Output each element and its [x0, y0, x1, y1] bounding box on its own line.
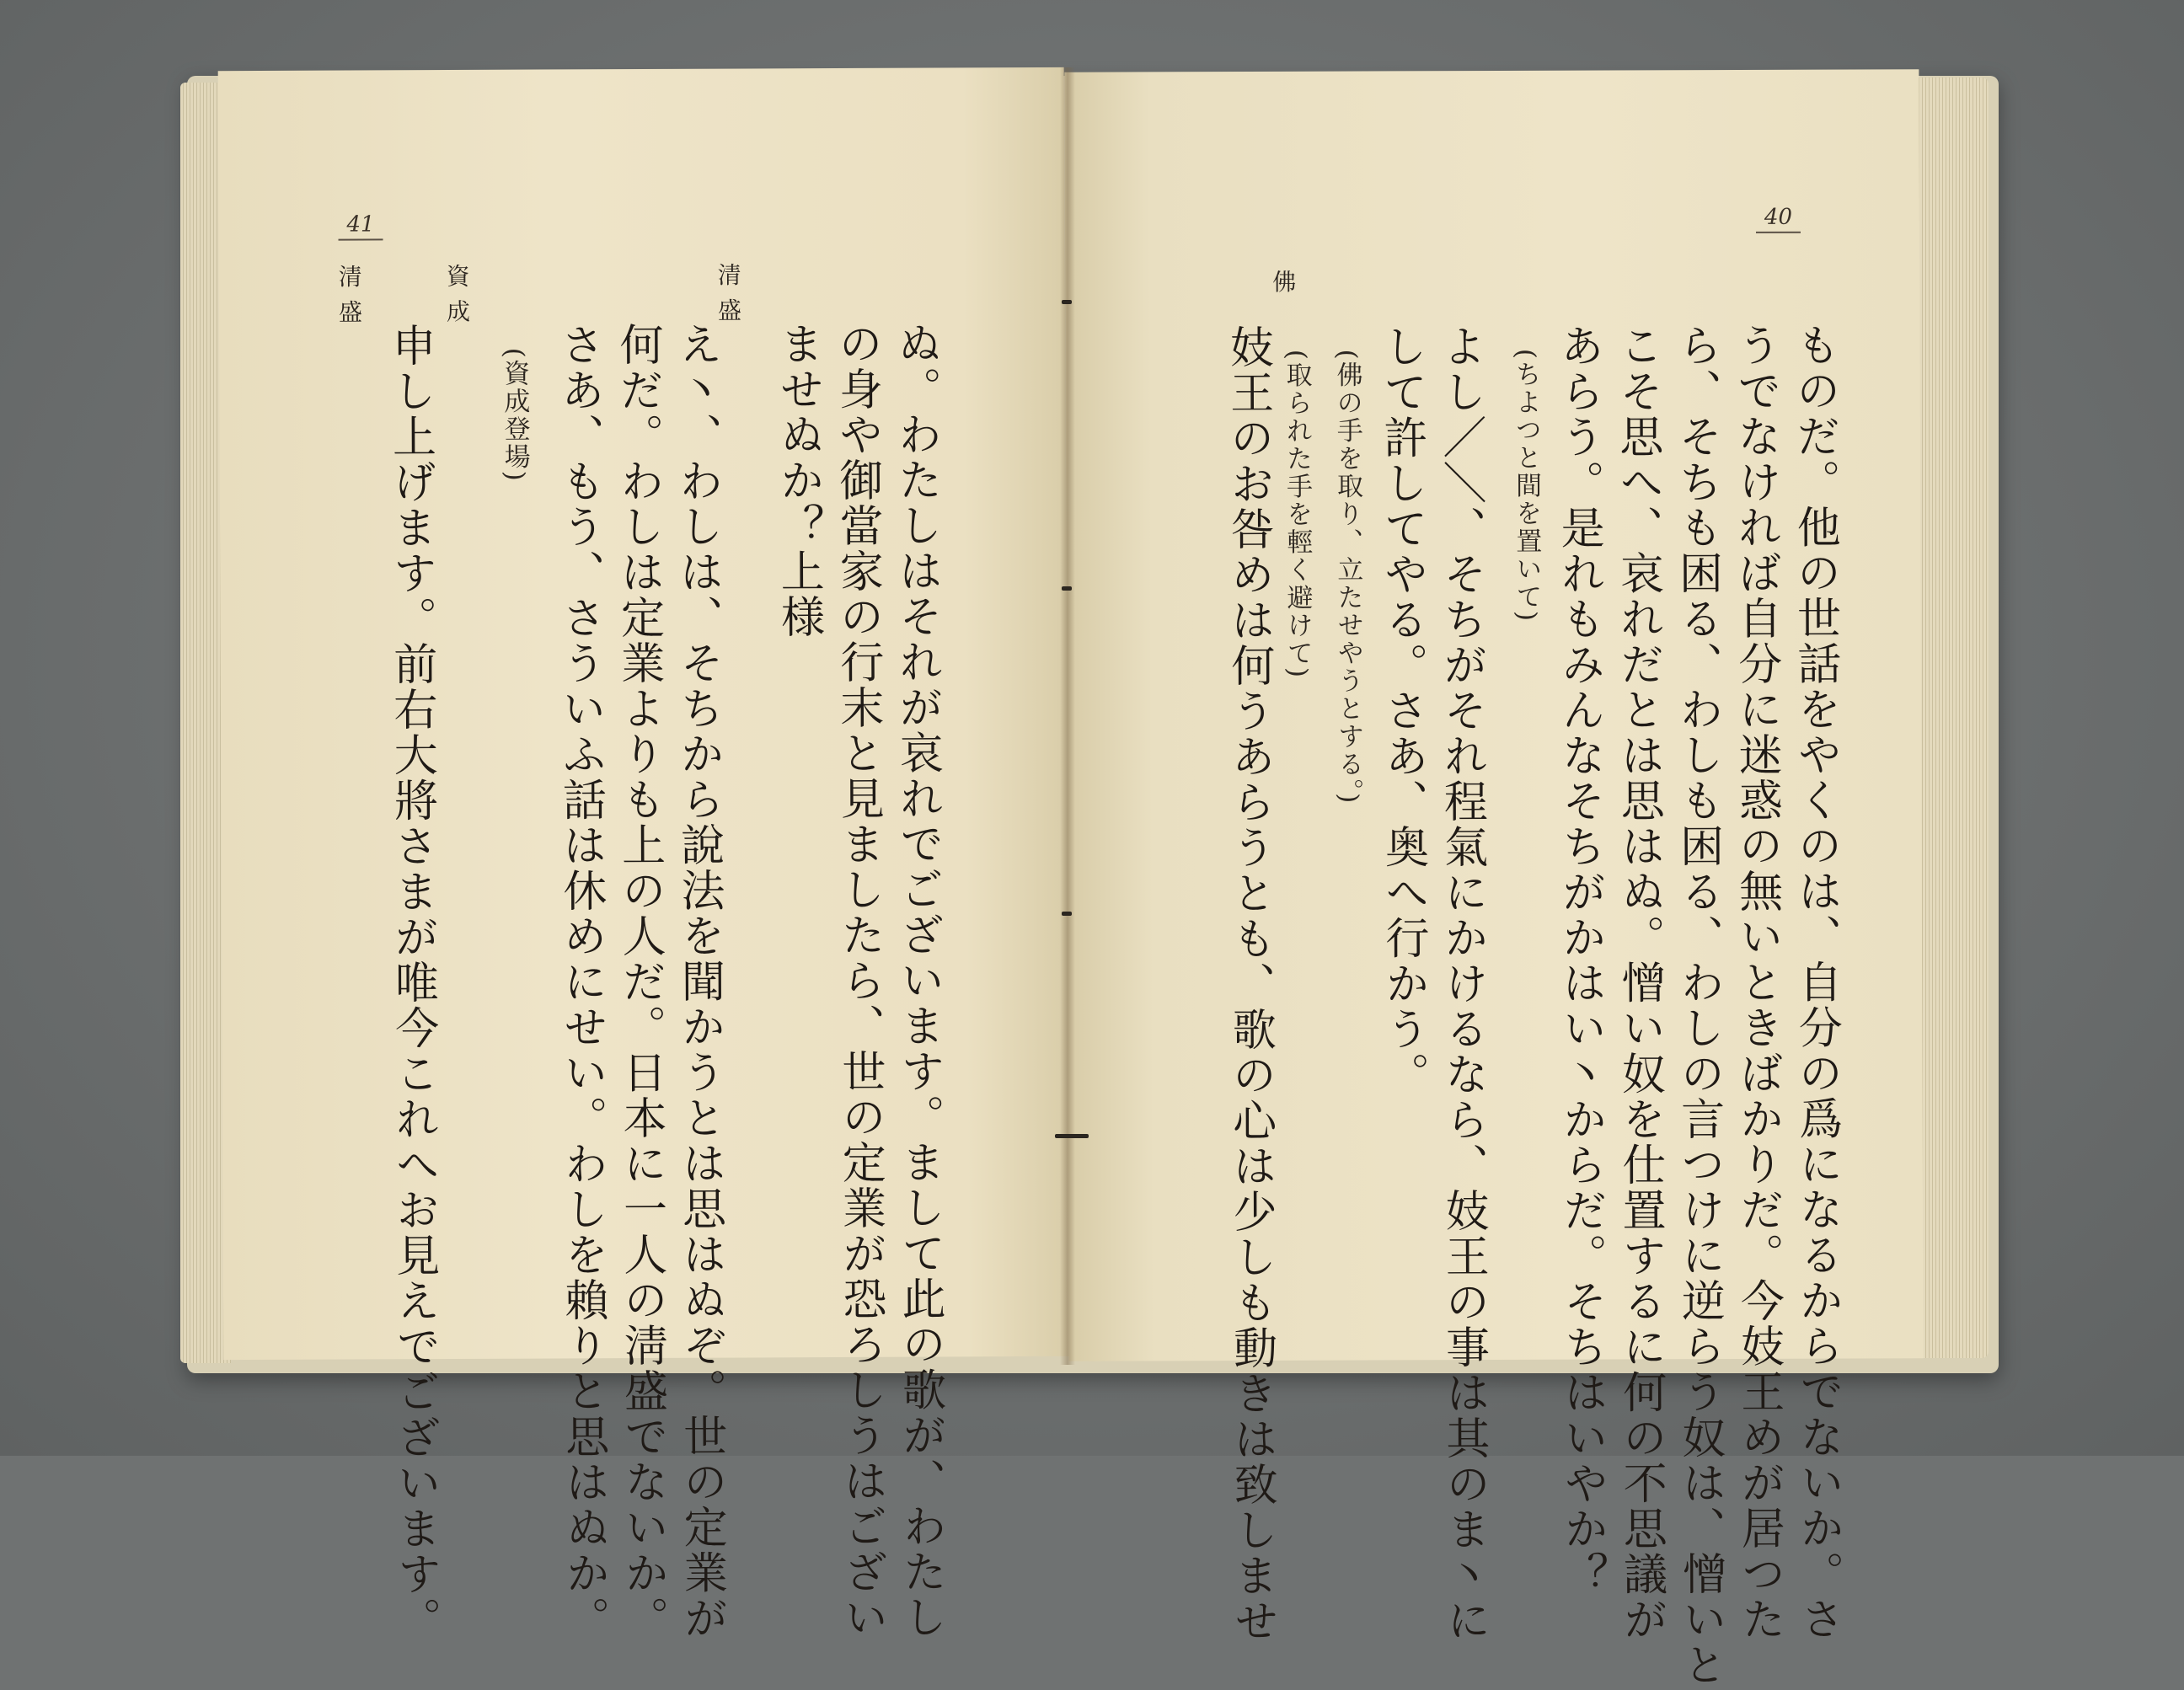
- stage-direction: (取られた手を輕く避けて): [1281, 349, 1313, 680]
- dialogue-line: さあ、もう、さういふ話は休めにせい。わしを賴りと思はぬか。: [552, 322, 609, 1642]
- dialogue-line: して許してやる。さあ、奥へ行かう。: [1375, 324, 1429, 1098]
- speaker-label: 清盛: [335, 264, 364, 335]
- binding-stitch: [1055, 1134, 1089, 1138]
- dialogue-line: よし／＼、そちがそれ程氣にかけるなら、妓王の事は其のま丶に: [1434, 324, 1490, 1644]
- left-page: [218, 67, 1070, 1643]
- dialogue-line: うでなければ自分に迷惑の無いときばかりだ。今妓王めが居つた: [1729, 322, 1785, 1643]
- speaker-label: 佛: [1269, 269, 1298, 305]
- dialogue-line: ものだ。他の世話をやくのは、自分の爲になるからでないか。さ: [1788, 322, 1844, 1642]
- dialogue-line: え丶、わしは、そちから說法を聞かうとは思はぬぞ。世の定業が: [670, 321, 727, 1641]
- dialogue-line: ぬ。わたしはそれが哀れでございます。まして此の歌が、わたし: [889, 320, 946, 1640]
- stage-direction: (佛の手を取り、立たせやうとする。): [1331, 349, 1364, 805]
- binding-stitch: [1062, 586, 1072, 591]
- speaker-label: 資成: [442, 263, 472, 335]
- dialogue-line: 何だ。わしは定業よりも上の人だ。日本に一人の淸盛でないか。: [611, 321, 668, 1642]
- page-number: 41: [338, 211, 383, 240]
- stage-direction: (資成登場): [499, 347, 530, 483]
- dialogue-line: ら、そちも困る、わしも困る、わしの言つけに逆らう奴は、憎いと: [1670, 323, 1726, 1688]
- stage-direction: (ちよつと間を置いて): [1510, 348, 1542, 623]
- binding-stitch: [1062, 912, 1072, 916]
- binding-stitch: [1062, 300, 1072, 304]
- page-number: 40: [1756, 205, 1801, 233]
- right-page: [1064, 69, 1923, 1688]
- dialogue-line: 申し上げます。前右大將さまが唯今これへお見えでございます。: [383, 323, 441, 1643]
- book-gutter: [1060, 67, 1075, 1365]
- dialogue-line: ませぬか？上様: [771, 321, 824, 640]
- dialogue-line: の身や御當家の行末と見ましたら、世の定業が恐ろしうはござい: [830, 320, 887, 1641]
- dialogue-line: こそ思へ、哀れだとは思はぬ。憎い奴を仕置するに何の不思議が: [1611, 323, 1667, 1643]
- dialogue-line: あらう。是れもみんなそちがかはい丶からだ。そちはいやか？: [1552, 323, 1608, 1597]
- dialogue-line: 妓王のお咎めは何うあらうとも、歌の心は少しも動きは致しませ: [1222, 324, 1277, 1645]
- page-edges-right: [1913, 78, 1989, 1358]
- speaker-label: 清盛: [714, 262, 743, 334]
